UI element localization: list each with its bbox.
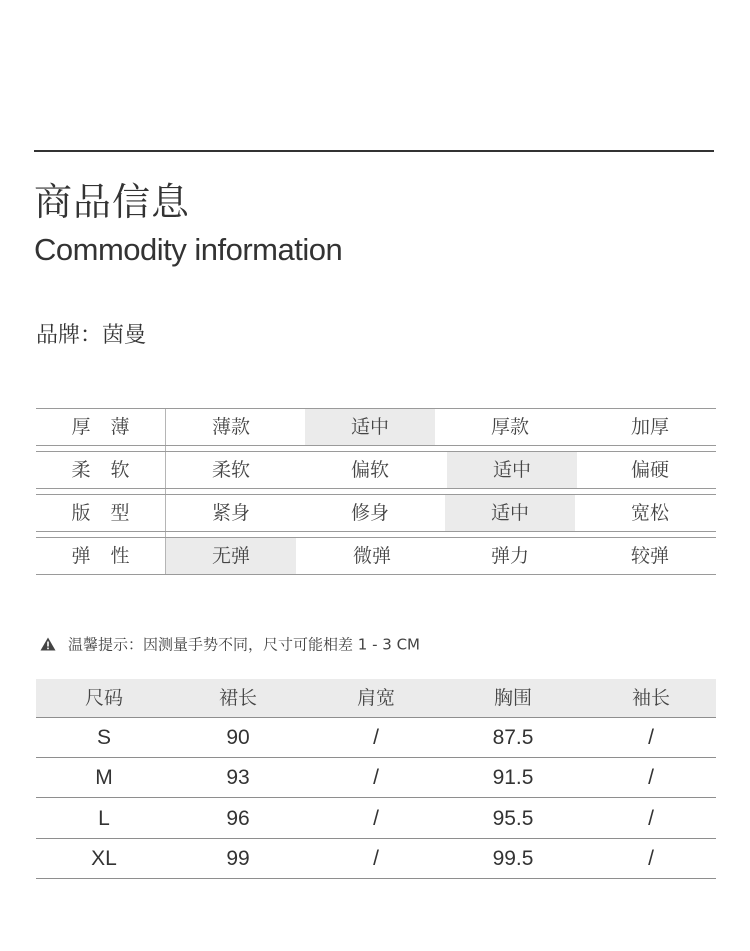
header-cell: 胸围: [493, 687, 532, 709]
table-row: [36, 758, 716, 798]
attribute-label: 版型: [36, 495, 166, 531]
measurement-tip: [40, 634, 420, 654]
table-cell: /: [648, 807, 654, 830]
header-cell: 袖长: [631, 687, 670, 709]
header-cell: 尺码: [84, 687, 123, 709]
table-cell: 99: [226, 847, 250, 870]
table-cell: /: [373, 847, 379, 870]
attribute-option: 厚款: [490, 416, 529, 438]
attribute-option: 加厚: [630, 416, 669, 438]
section-title-en: Commodity information: [34, 232, 343, 267]
table-cell: /: [373, 766, 379, 789]
table-cell: /: [648, 766, 654, 789]
brand-label: 品牌：茵曼: [36, 323, 147, 348]
warning-icon: [40, 636, 56, 650]
attribute-label: 厚薄: [36, 409, 166, 445]
table-cell: /: [648, 847, 654, 870]
table-cell: 95.5: [492, 807, 534, 830]
attribute-label: 弹性: [36, 538, 166, 574]
header-cell: 裙长: [218, 687, 257, 709]
table-row: [36, 799, 716, 839]
table-row: [36, 718, 716, 758]
top-divider: [34, 150, 714, 152]
attribute-option: 修身: [350, 502, 389, 524]
table-cell: /: [373, 726, 379, 749]
attribute-row-thickness: [36, 408, 716, 446]
attribute-label: 柔软: [36, 452, 166, 488]
attribute-row-elasticity: [36, 537, 716, 575]
table-cell: /: [373, 807, 379, 830]
attribute-row-fit: [36, 494, 716, 532]
attribute-row-softness: [36, 451, 716, 489]
attribute-option-selected: 无弹: [166, 538, 296, 574]
table-cell: 96: [226, 807, 250, 830]
section-title-cn: 商品信息: [34, 180, 191, 224]
table-cell: 87.5: [492, 726, 534, 749]
table-cell: /: [648, 726, 654, 749]
attribute-option: 薄款: [211, 416, 250, 438]
attribute-option: 较弹: [630, 545, 669, 567]
attribute-option: 柔软: [211, 459, 250, 481]
header-cell: 肩宽: [356, 687, 395, 709]
attribute-option-selected: 适中: [445, 495, 575, 531]
attribute-option: 紧身: [211, 502, 250, 524]
attribute-option: 偏软: [350, 459, 389, 481]
attribute-option: 偏硬: [630, 459, 669, 481]
table-cell: 99.5: [492, 847, 534, 870]
table-cell: L: [98, 807, 110, 830]
table-cell: 91.5: [492, 766, 534, 789]
attribute-option-selected: 适中: [447, 452, 577, 488]
table-cell: 90: [226, 726, 250, 749]
attribute-option: 弹力: [490, 545, 529, 567]
table-cell: XL: [91, 847, 117, 870]
size-table-header: [36, 679, 716, 718]
tip-text: 温馨提示：因测量手势不同，尺寸可能相差 1 - 3 CM: [68, 635, 420, 654]
attribute-option-selected: 适中: [305, 409, 435, 445]
table-cell: M: [95, 766, 113, 789]
table-cell: S: [96, 726, 111, 749]
table-cell: 93: [226, 766, 250, 789]
attribute-option: 微弹: [352, 545, 391, 567]
attribute-option: 宽松: [630, 502, 669, 524]
table-row: [36, 839, 716, 879]
